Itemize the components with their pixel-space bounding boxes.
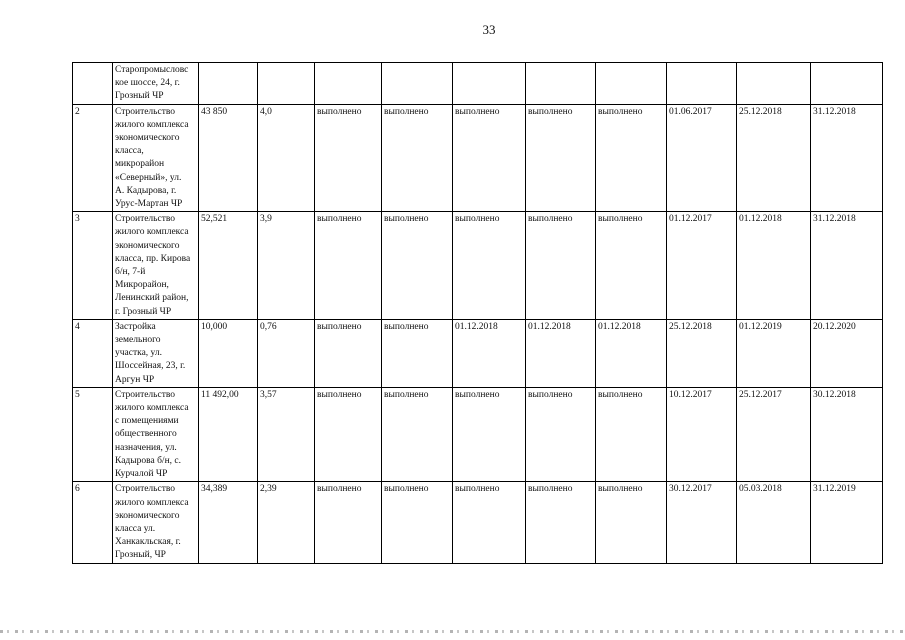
cost-cell: 34,389 bbox=[199, 482, 258, 563]
object-description-cell: Строительство жилого комплекса с помещениями общественного назначения, ул. Кадырова б/н, с. Курчалой ЧР bbox=[113, 387, 199, 481]
cost-cell: 52,521 bbox=[199, 212, 258, 320]
stage-5-cell: 01.12.2018 bbox=[596, 319, 667, 387]
stage-4-cell: выполнено bbox=[526, 482, 596, 563]
completion-date-cell: 31.12.2018 bbox=[811, 212, 883, 320]
stage-2-cell: выполнено bbox=[382, 104, 453, 212]
page-number: 33 bbox=[482, 22, 496, 37]
scan-noise bbox=[0, 630, 905, 633]
completion-date-cell: 20.12.2020 bbox=[811, 319, 883, 387]
stage-3-cell: выполнено bbox=[453, 104, 526, 212]
stage-3-cell: 01.12.2018 bbox=[453, 319, 526, 387]
row-number-cell: 2 bbox=[73, 104, 113, 212]
completion-date-cell: 31.12.2019 bbox=[811, 482, 883, 563]
object-description-cell: Застройка земельного участка, ул. Шоссейная, 23, г. Аргун ЧР bbox=[113, 319, 199, 387]
completion-date-cell: 30.12.2018 bbox=[811, 387, 883, 481]
object-description-cell: Строительство жилого комплекса экономического класса, микрорайон «Северный», ул. А. Кадырова, г. Урус-Мартан ЧР bbox=[113, 104, 199, 212]
commission-date-cell: 25.12.2017 bbox=[737, 387, 811, 481]
commission-date-cell: 25.12.2018 bbox=[737, 104, 811, 212]
stage-5-cell: выполнено bbox=[596, 482, 667, 563]
table-row bbox=[73, 387, 883, 481]
stage-4-cell bbox=[526, 63, 596, 105]
stage-2-cell bbox=[382, 63, 453, 105]
stage-2-cell: выполнено bbox=[382, 387, 453, 481]
stage-4-cell: 01.12.2018 bbox=[526, 319, 596, 387]
table-row bbox=[73, 104, 883, 212]
area-cell: 4,0 bbox=[258, 104, 315, 212]
stage-3-cell: выполнено bbox=[453, 212, 526, 320]
completion-date-cell: 31.12.2018 bbox=[811, 104, 883, 212]
stage-3-cell: выполнено bbox=[453, 482, 526, 563]
start-date-cell: 10.12.2017 bbox=[667, 387, 737, 481]
start-date-cell: 01.06.2017 bbox=[667, 104, 737, 212]
commission-date-cell: 01.12.2018 bbox=[737, 212, 811, 320]
row-number-cell: 4 bbox=[73, 319, 113, 387]
stage-2-cell: выполнено bbox=[382, 319, 453, 387]
stage-3-cell: выполнено bbox=[453, 387, 526, 481]
area-cell: 2,39 bbox=[258, 482, 315, 563]
area-cell bbox=[258, 63, 315, 105]
data-table bbox=[72, 62, 883, 564]
commission-date-cell: 05.03.2018 bbox=[737, 482, 811, 563]
stage-5-cell: выполнено bbox=[596, 212, 667, 320]
table-row bbox=[73, 319, 883, 387]
stage-4-cell: выполнено bbox=[526, 212, 596, 320]
area-cell: 0,76 bbox=[258, 319, 315, 387]
object-description-cell: Старопромысловс кое шоссе, 24, г. Грозный ЧР bbox=[113, 63, 199, 105]
commission-date-cell: 01.12.2019 bbox=[737, 319, 811, 387]
table-row bbox=[73, 63, 883, 105]
row-number-cell: 6 bbox=[73, 482, 113, 563]
cost-cell: 43 850 bbox=[199, 104, 258, 212]
stage-1-cell: выполнено bbox=[315, 212, 382, 320]
stage-3-cell bbox=[453, 63, 526, 105]
row-number-cell: 3 bbox=[73, 212, 113, 320]
completion-date-cell bbox=[811, 63, 883, 105]
object-description-cell: Строительство жилого комплекса экономического класса ул. Ханкакльская, г. Грозный, ЧР bbox=[113, 482, 199, 563]
area-cell: 3,9 bbox=[258, 212, 315, 320]
start-date-cell bbox=[667, 63, 737, 105]
table-row bbox=[73, 212, 883, 320]
start-date-cell: 25.12.2018 bbox=[667, 319, 737, 387]
stage-1-cell: выполнено bbox=[315, 104, 382, 212]
cost-cell bbox=[199, 63, 258, 105]
object-description-cell: Строительство жилого комплекса экономического класса, пр. Кирова б/н, 7-й Микрорайон, Ленинский район, г. Грозный ЧР bbox=[113, 212, 199, 320]
stage-5-cell bbox=[596, 63, 667, 105]
stage-5-cell: выполнено bbox=[596, 387, 667, 481]
row-number-cell bbox=[73, 63, 113, 105]
start-date-cell: 01.12.2017 bbox=[667, 212, 737, 320]
stage-4-cell: выполнено bbox=[526, 104, 596, 212]
row-number-cell: 5 bbox=[73, 387, 113, 481]
stage-2-cell: выполнено bbox=[382, 482, 453, 563]
table-row bbox=[73, 482, 883, 563]
area-cell: 3,57 bbox=[258, 387, 315, 481]
commission-date-cell bbox=[737, 63, 811, 105]
stage-1-cell: выполнено bbox=[315, 482, 382, 563]
stage-1-cell: выполнено bbox=[315, 319, 382, 387]
stage-1-cell: выполнено bbox=[315, 387, 382, 481]
cost-cell: 10,000 bbox=[199, 319, 258, 387]
cost-cell: 11 492,00 bbox=[199, 387, 258, 481]
stage-5-cell: выполнено bbox=[596, 104, 667, 212]
stage-4-cell: выполнено bbox=[526, 387, 596, 481]
stage-1-cell bbox=[315, 63, 382, 105]
stage-2-cell: выполнено bbox=[382, 212, 453, 320]
table-body bbox=[73, 63, 883, 564]
start-date-cell: 30.12.2017 bbox=[667, 482, 737, 563]
